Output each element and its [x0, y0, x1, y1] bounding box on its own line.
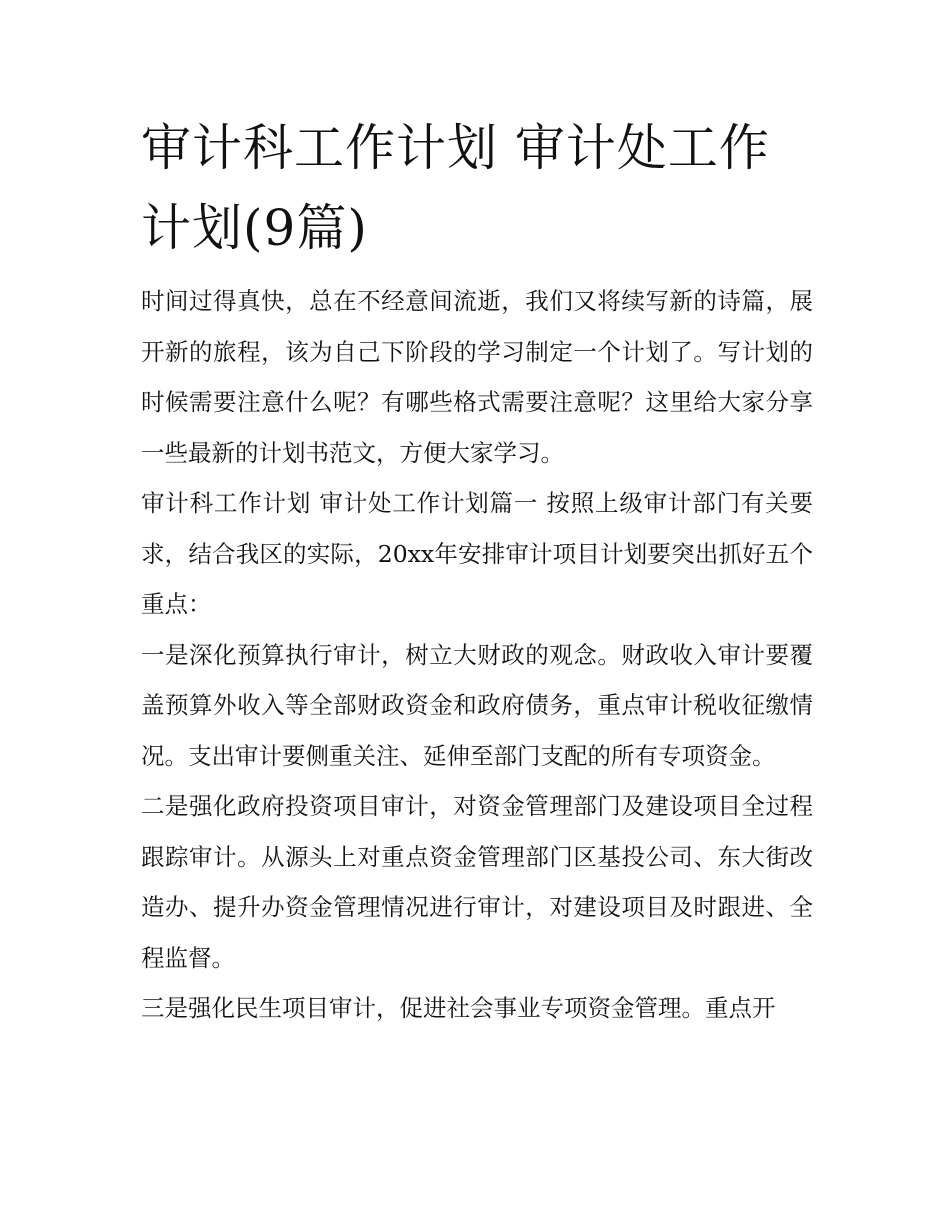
paragraph-point-three: 三是强化民生项目审计，促进社会事业专项资金管理。重点开 [141, 994, 776, 1022]
paragraph-plan-overview: 审计科工作计划 审计处工作计划篇一 按照上级审计部门有关要求，结合我区的实际，20xx年安排审计项目计划要突出抓好五个重点： [141, 489, 813, 618]
document-title: 审计科工作计划 审计处工作计划(9篇) [141, 119, 770, 257]
paragraph-point-two: 二是强化政府投资项目审计，对资金管理部门及建设项目全过程跟踪审计。从源头上对重点资金管理部门区基投公司、东大街改造办、提升办资金管理情况进行审计，对建设项目及时跟进、全程监督。 [141, 792, 813, 972]
paragraph-point-one: 一是深化预算执行审计，树立大财政的观念。财政收入审计要覆盖预算外收入等全部财政资金和政府债务，重点审计税收征缴情况。支出审计要侧重关注、延伸至部门支配的所有专项资金。 [141, 640, 813, 770]
document-body [141, 108, 813, 1034]
paragraph-intro: 时间过得真快，总在不经意间流逝，我们又将续写新的诗篇，展开新的旅程，该为自己下阶段的学习制定一个计划了。写计划的时候需要注意什么呢？有哪些格式需要注意呢？这里给大家分享一些最新的计划书范文，方便大家学习。 [141, 287, 813, 467]
